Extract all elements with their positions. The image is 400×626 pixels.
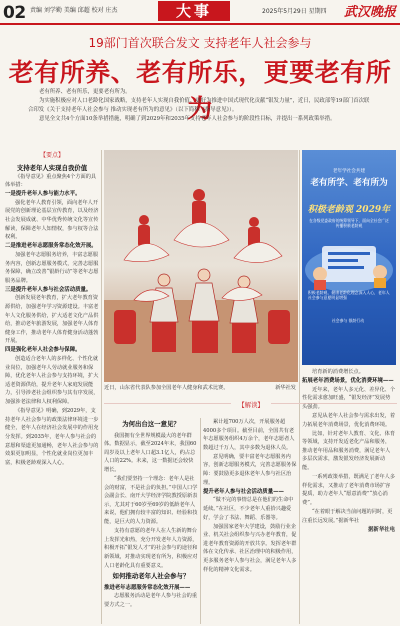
- paragraph: 《指导意见》明确，到2029年，支持老年人社会参与的政策法律环境进一步健全，老年人在经济社会发展中的作用充分发挥。到2035年，老年人参与社会的意愿和渠道更加通畅，老年人社会参与的效果更加明显，个性化就业岗位更加丰富，积极老龄观深入人心。: [5, 408, 99, 466]
- paragraph: 加强老年志愿服务培养，丰富志愿服务内容，创新志愿服务模式，完善志愿服务保障，确立改善“银龄行动”等老年志愿服务品牌。: [5, 251, 99, 284]
- paragraph: 意见明确，要丰富老年志愿服务内容，创新志愿服务模式，完善志愿服务保障：要鼓励更多退休老年人参与社区治理。: [203, 453, 297, 486]
- news-agency-signoff: 据新华社电: [368, 526, 395, 533]
- promo-poster: [302, 150, 396, 365]
- column-divider: [101, 150, 102, 624]
- performance-photo-illustration: [104, 150, 298, 382]
- subheading: 拓展老年消费场景，优化消费环境——: [302, 378, 394, 385]
- poster-year-slogan: 积极老龄观 2029年: [307, 205, 391, 215]
- analysis-column-3: [302, 368, 395, 614]
- analysis-body-1: [104, 420, 198, 609]
- poster-bottom-small: 社会参与 银龄行动: [331, 318, 365, 323]
- subheading: 一是提升老年人参与能力水平。: [5, 191, 81, 198]
- key-points-title: 支持老年人实现自我价值: [16, 163, 88, 172]
- lead-p2: 为实施积极应对人口老龄化国家战略，支持老年人实现自我价值，更好为推进中国式现代化贡献“银发力量”，近日，民政部等19部门首次联合印发《关于支持老年人社会参与 推动实现老有所为的意见》（以下简称《指导意见》）。: [28, 98, 370, 114]
- newspaper-logo: 武汉晚报: [344, 5, 397, 20]
- paragraph: 志愿服务活动是老年人参与社会的重要方式之一。: [104, 593, 198, 608]
- lead-paragraphs: [28, 88, 374, 124]
- subheadline: 19部门首次联合发文 支持老年人社会参与: [88, 36, 312, 50]
- editor-credits: 责编 刘学勤 美编 邱超 校对 庄杰: [30, 7, 118, 14]
- photo-credit: 新华社发: [275, 385, 296, 391]
- poster-bottom-text: 积极老龄观、健康老龄化理念深入人心，老年人社会参与意愿明显增强: [308, 290, 390, 301]
- paragraph: “在着眼于解决当前问题的同时，更注重长远发展。”据新华社: [302, 509, 393, 524]
- subheading: 二是推进老年志愿服务常态化效开展。: [5, 243, 97, 250]
- paragraph: 《指导意见》重点聚焦4个方面的具体举措：: [5, 173, 97, 189]
- column-divider: [200, 418, 201, 624]
- subheading: 提升老年人参与社会活动质量——: [203, 488, 284, 495]
- masthead-divider: [0, 23, 400, 25]
- paragraph: 培育新的消费增长点。: [312, 369, 364, 375]
- paragraph: 比如，针对老年人教育、文化、体育等领域，支持开发适老化产品和服务，推动老年用品和服务消费，满足老年人多层次需求，激发银发经济发展新动能。: [302, 430, 395, 472]
- column-divider: [299, 150, 300, 624]
- paragraph: 强化老年人教育引领，面向老年人开展党的创新理论基层宣传教育，以及经济社会发展成就、中华优秀传统文化等宣传解读，保障老年人知情权，参与权等合法权利。: [5, 199, 99, 241]
- paragraph: 我国拥有全世界规模最大的老年群体。数据显示，截至2024年末，我国60周岁及以上老年人口超3.1亿人，约占总人口的22%。未来，这一数据还会较快增长。: [104, 432, 197, 473]
- news-photo: [104, 150, 298, 382]
- poster-title: 老有所学、老有所为: [310, 178, 388, 188]
- question-heading: 为何出台这一意见？: [122, 420, 180, 428]
- analysis-body-2: [203, 418, 297, 574]
- key-points-body: [5, 173, 99, 468]
- question-heading: 如何推动老年人社会参与？: [112, 572, 190, 581]
- analysis-label: 【解读】: [231, 400, 271, 409]
- section-title: 大事: [158, 1, 230, 21]
- paragraph: 一系列政策举措，既满足了老年人多样化需求，又推动了老年消费市场扩容提质，助力老年人“愿意消费”“放心消费”。: [302, 474, 395, 506]
- photo-caption-text: 近日，山东省代表队参加全国老年人健身和武术比赛。: [104, 385, 229, 391]
- section-label: 【要点】: [39, 152, 64, 159]
- issue-date: 2025年5月29日 星期四: [262, 8, 327, 15]
- masthead: [0, 0, 400, 24]
- subheading: 四是强化老年人社会参与保障。: [5, 347, 81, 354]
- photo-caption: [104, 384, 298, 391]
- lead-p1: 老有所养、老有所乐，更要老有所为。: [39, 89, 131, 95]
- paragraph: 近年来，老年人多元化、差异化、个性化需求愈加旺盛，“银发经济”发展势头强劲。: [302, 386, 395, 410]
- paragraph: “做不完的事情总是在他们的生命中延续。”在社区，不少老年人重拾兴趣爱好，学会了书法、舞蹈、乐器等。: [203, 497, 294, 521]
- analysis-column-2: [203, 418, 297, 624]
- analysis-column-1: [104, 418, 198, 624]
- poster-top-label: 老年学社会共建: [332, 169, 366, 174]
- subheading: 三是提升老年人参与社会活动质量。: [5, 286, 92, 293]
- paragraph: 加强国家老年大学建设，鼓励行业企业、机关社会组织参与兴办老年教育，促进老年教育资源的开放共享。发挥老年群体在文化传承、社区治理中的积极作用，更多服务老年人参与社会，满足老年人多样化的精神文化需求。: [203, 523, 297, 573]
- key-points-column: [5, 150, 99, 624]
- analysis-body-3: [302, 368, 395, 525]
- paragraph: “我们要坚持一个理念：老年人是社会的财富，不是社会的负担。”中国人口学会副会长、南开大学经济学院教授原新表示，尤其对于60岁至69岁的低龄老年人来说，他们拥有较丰富的知识、经验和技能，是巨大的人力资源。: [104, 476, 198, 526]
- lead-p3: 意见全文共4个方面10条举措措施，明确了到2029年和2035年支持老年人社会参与的阶段性目标，并提出一系列政策举措。: [39, 116, 336, 123]
- paragraph: 创新发展老年教育，扩大老年教育资源供给，加强老年学习资源建设。丰富老年人文化服务供给，扩大适老文化产品供给，推动老年旅游发展，加强老年人体育健身工作，推动老年人体育健身活动蓬勃开展。: [5, 295, 99, 345]
- subheading: 推进老年志愿服务常态化效开展——: [104, 584, 191, 591]
- paragraph: 累计超700万人次，开展服务超4000多个项目。截至目前，全国共有老年志愿服务组织4万余个，老年志愿者人数超过千万人，其中多数为退休人员。: [203, 419, 295, 451]
- paragraph: 意见从老年人社会参与需求出发，着力拓展老年消费场景，优化消费环境。: [302, 412, 395, 428]
- paragraph: 支持有意愿的老年人在人生新的舞台上发挥光和热，充分开发老年人力资源，积极开拓“银发人才”的社会参与的途径和新领域，对推动实现老有所为，积极应对人口老龄化具有重要意义。: [104, 528, 198, 569]
- page-number: 02: [3, 3, 26, 23]
- main-headline: 老有所养、老有所乐，更要老有所为: [8, 58, 392, 123]
- paragraph: 创造适合老年人的多样化、个性化就业岗位，加强老年人劳动就业服务和保障，优化老年人社会参与支持环境，扩大适老资源供给，提升老年人家庭发展能力，引导涉老社会组织参与其有序发展，加强涉老法律和人权利保障。: [5, 356, 99, 406]
- poster-description: 在各级党委政府的统筹领导下，面向全社会广泛传播积极老龄观: [309, 218, 389, 229]
